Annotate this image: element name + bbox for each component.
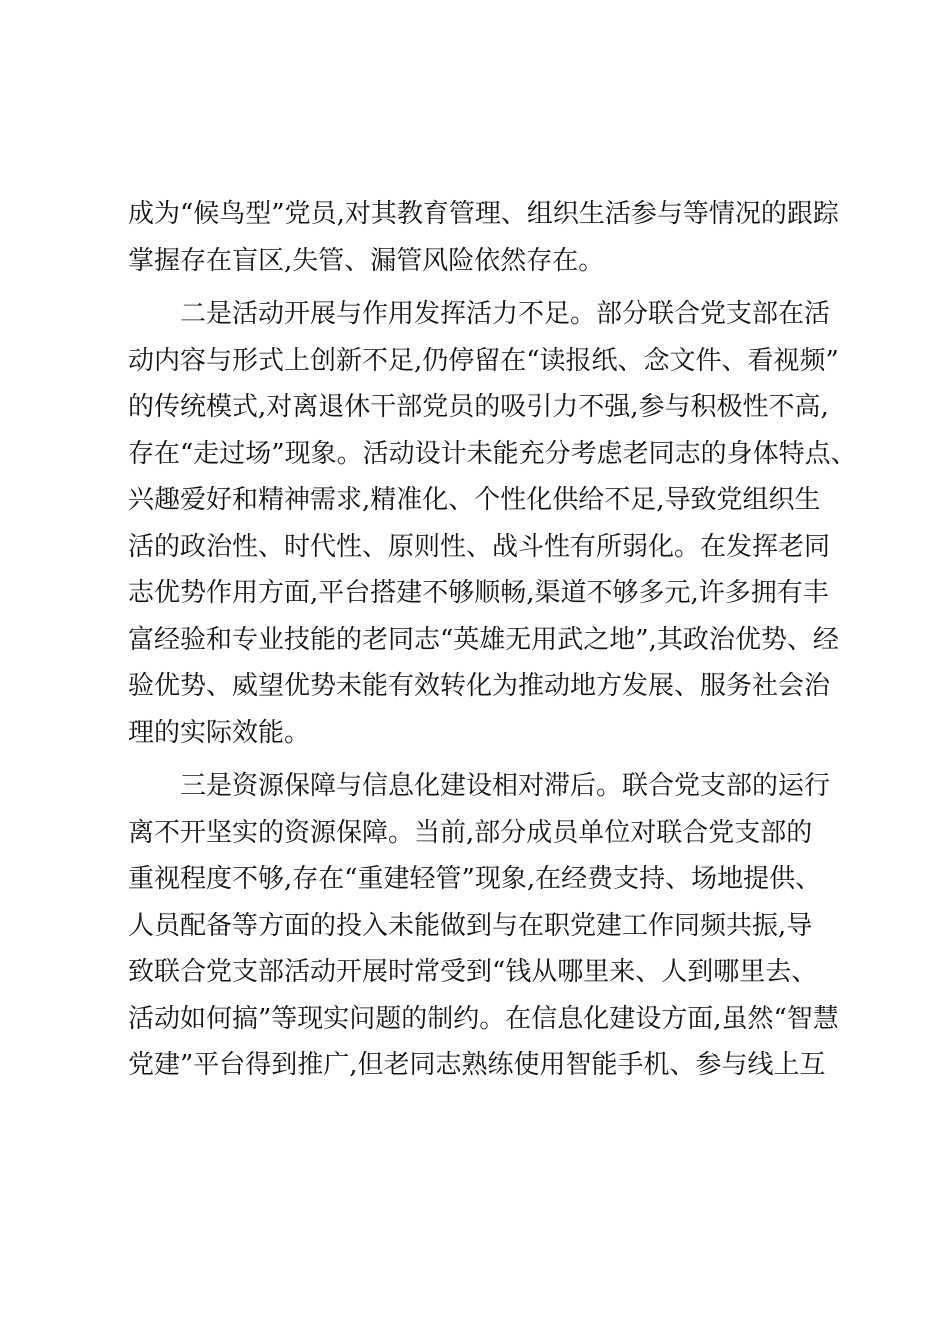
document-body xyxy=(128,191,857,1089)
text-line: 活的政治性、时代性、原则性、战斗性有所弱化。在发挥老同 xyxy=(128,531,831,562)
text-line: 二是活动开展与作用发挥活力不足。部分联合党支部在活 xyxy=(180,299,831,329)
text-line: 的传统模式,对离退休干部党员的吸引力不强,参与积极性不高, xyxy=(128,392,829,422)
paragraph-1 xyxy=(128,191,839,284)
text-line: 人员配备等方面的投入未能做到与在职党建工作同频共振,导 xyxy=(128,910,813,941)
text-line: 三是资源保障与信息化建设相对滞后。联合党支部的运行 xyxy=(180,771,831,801)
text-line: 致联合党支部活动开展时常受到“钱从哪里来、人到哪里去、 xyxy=(128,957,818,987)
text-line: 成为“候鸟型”党员,对其教育管理、组织生活参与等情况的跟踪 xyxy=(128,199,839,229)
text-line: 验优势、威望优势未能有效转化为推动地方发展、服务社会治 xyxy=(128,671,831,701)
text-line: 离不开坚实的资源保障。当前,部分成员单位对联合党支部的 xyxy=(128,817,813,848)
text-line: 动内容与形式上创新不足,仍停留在“读报纸、念文件、看视频” xyxy=(128,345,839,376)
text-line: 活动如何搞”等现实问题的制约。在信息化建设方面,虽然“智慧 xyxy=(128,1003,839,1034)
paragraph-3 xyxy=(128,763,839,1089)
text-line: 理的实际效能。 xyxy=(128,717,311,748)
text-line: 掌握存在盲区,失管、漏管风险依然存在。 xyxy=(128,245,605,276)
text-line: 存在“走过场”现象。活动设计未能充分考虑老同志的身体特点、 xyxy=(128,438,857,469)
text-line: 志优势作用方面,平台搭建不够顺畅,渠道不够多元,许多拥有丰 xyxy=(128,578,829,608)
text-line: 重视程度不够,存在“重建轻管”现象,在经费支持、场地提供、 xyxy=(128,864,822,894)
text-line: 富经验和专业技能的老同志“英雄无用武之地”,其政治优势、经 xyxy=(128,624,839,655)
text-line: 兴趣爱好和精神需求,精准化、个性化供给不足,导致党组织生 xyxy=(128,485,821,515)
paragraph-2 xyxy=(128,291,857,756)
text-line: 党建”平台得到推广,但老同志熟练使用智能手机、参与线上互 xyxy=(128,1050,826,1080)
